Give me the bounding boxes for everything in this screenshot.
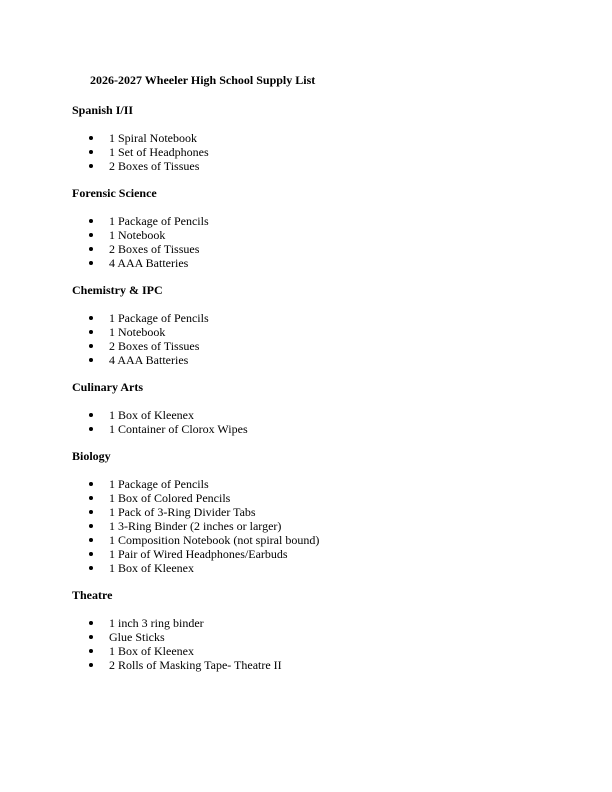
list-item [72, 491, 572, 505]
list-item-text: 1 Package of Pencils [109, 311, 209, 325]
list-item-text: 1 Box of Kleenex [109, 644, 194, 658]
list-item-text: 1 Package of Pencils [109, 477, 209, 491]
list-item-text: 1 Container of Clorox Wipes [109, 422, 248, 436]
list-item [72, 422, 572, 436]
list-item [72, 311, 572, 325]
list-item [72, 616, 572, 630]
bullet-icon [89, 496, 93, 500]
bullet-icon [89, 233, 93, 237]
list-item-text: 1 Box of Colored Pencils [109, 491, 231, 505]
bullet-icon [89, 150, 93, 154]
list-item-text: 1 inch 3 ring binder [109, 616, 204, 630]
bullet-icon [89, 538, 93, 542]
list-item-text: 1 Pair of Wired Headphones/Earbuds [109, 547, 288, 561]
list-item [72, 533, 572, 547]
bullet-icon [89, 261, 93, 265]
list-item [72, 228, 572, 242]
supply-list [72, 477, 572, 575]
supply-list [72, 311, 572, 367]
bullet-icon [89, 482, 93, 486]
list-item [72, 658, 572, 672]
list-item [72, 131, 572, 145]
supply-list [72, 214, 572, 270]
list-item [72, 644, 572, 658]
section-heading: Culinary Arts [72, 380, 144, 394]
supply-section [72, 588, 572, 672]
list-item-text: 1 Box of Kleenex [109, 561, 194, 575]
section-heading: Forensic Science [72, 186, 157, 200]
list-item-text: 1 3-Ring Binder (2 inches or larger) [109, 519, 282, 533]
list-item [72, 547, 572, 561]
list-item-text: Glue Sticks [109, 630, 165, 644]
list-item [72, 145, 572, 159]
section-heading: Biology [72, 449, 111, 463]
bullet-icon [89, 510, 93, 514]
list-item-text: 1 Notebook [109, 325, 166, 339]
section-heading: Chemistry & IPC [72, 283, 163, 297]
supply-section [72, 283, 572, 367]
bullet-icon [89, 316, 93, 320]
list-item-text: 4 AAA Batteries [109, 256, 189, 270]
bullet-icon [89, 344, 93, 348]
list-item-text: 2 Boxes of Tissues [109, 339, 200, 353]
list-item-text: 2 Boxes of Tissues [109, 242, 200, 256]
list-item [72, 242, 572, 256]
list-item-text: 1 Notebook [109, 228, 166, 242]
supply-section [72, 103, 572, 173]
list-item-text: 2 Boxes of Tissues [109, 159, 200, 173]
list-item-text: 2 Rolls of Masking Tape- Theatre II [109, 658, 282, 672]
list-item [72, 477, 572, 491]
list-item-text: 1 Spiral Notebook [109, 131, 197, 145]
list-item-text: 1 Composition Notebook (not spiral bound) [109, 533, 320, 547]
supply-list [72, 131, 572, 173]
bullet-icon [89, 164, 93, 168]
list-item [72, 339, 572, 353]
bullet-icon [89, 136, 93, 140]
bullet-icon [89, 358, 93, 362]
list-item-text: 1 Pack of 3-Ring Divider Tabs [109, 505, 256, 519]
bullet-icon [89, 413, 93, 417]
bullet-icon [89, 247, 93, 251]
sections-container [72, 103, 572, 685]
list-item [72, 505, 572, 519]
list-item [72, 256, 572, 270]
list-item [72, 519, 572, 533]
list-item [72, 630, 572, 644]
section-heading: Theatre [72, 588, 113, 602]
list-item [72, 159, 572, 173]
bullet-icon [89, 566, 93, 570]
section-heading: Spanish I/II [72, 103, 134, 117]
list-item [72, 561, 572, 575]
list-item-text: 1 Box of Kleenex [109, 408, 194, 422]
bullet-icon [89, 635, 93, 639]
list-item-text: 1 Package of Pencils [109, 214, 209, 228]
list-item [72, 325, 572, 339]
supply-list [72, 408, 572, 436]
list-item-text: 4 AAA Batteries [109, 353, 189, 367]
supply-section [72, 186, 572, 270]
bullet-icon [89, 219, 93, 223]
bullet-icon [89, 552, 93, 556]
list-item [72, 408, 572, 422]
bullet-icon [89, 663, 93, 667]
bullet-icon [89, 330, 93, 334]
supply-list [72, 616, 572, 672]
document-title: 2026-2027 Wheeler High School Supply List [90, 73, 316, 87]
bullet-icon [89, 621, 93, 625]
list-item [72, 353, 572, 367]
bullet-icon [89, 524, 93, 528]
bullet-icon [89, 649, 93, 653]
supply-section [72, 449, 572, 575]
bullet-icon [89, 427, 93, 431]
supply-section [72, 380, 572, 436]
list-item-text: 1 Set of Headphones [109, 145, 209, 159]
list-item [72, 214, 572, 228]
